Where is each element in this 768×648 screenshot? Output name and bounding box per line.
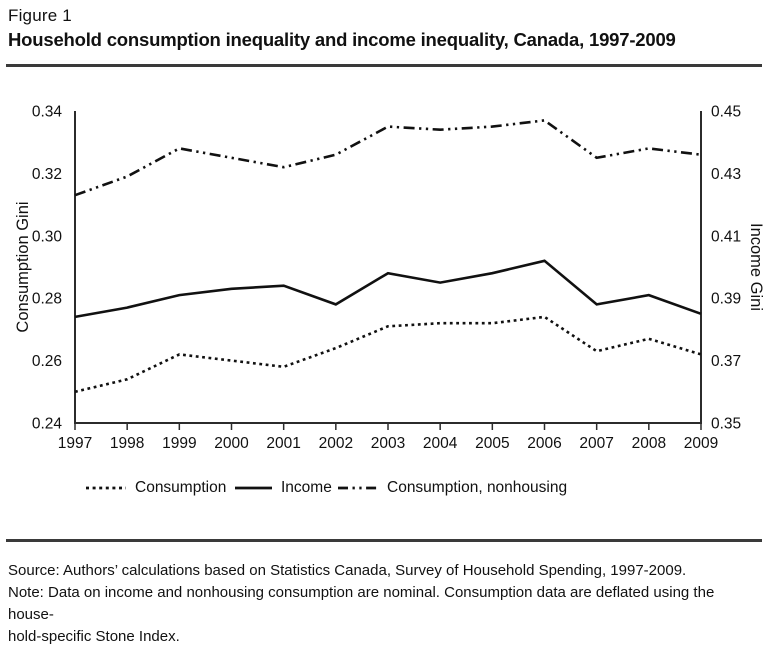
y-axis-right-tick-label: 0.35 <box>711 415 742 433</box>
figure-label: Figure 1 <box>8 6 72 25</box>
x-axis-tick-label: 2009 <box>683 435 719 452</box>
legend-label: Consumption, nonhousing <box>387 479 568 496</box>
x-axis-tick-label: 1998 <box>109 435 145 452</box>
y-axis-left-title: Consumption Gini <box>14 201 32 333</box>
line-chart <box>0 90 768 470</box>
x-axis-tick-label: 2002 <box>318 435 354 452</box>
y-axis-right-tick-label: 0.43 <box>711 165 742 183</box>
solid-line-swatch-icon <box>234 481 273 495</box>
figure-title: Household consumption inequality and income inequality, Canada, 1997-2009 <box>8 29 676 50</box>
y-axis-left-tick-label: 0.34 <box>31 103 62 121</box>
legend-item-consumption-nonhousing <box>337 478 567 498</box>
top-divider <box>6 64 762 67</box>
y-axis-left-tick-label: 0.28 <box>31 290 62 308</box>
axes-frame <box>75 111 701 423</box>
series-line-dotted <box>75 317 701 392</box>
y-axis-left-tick-label: 0.32 <box>31 165 62 183</box>
x-axis-tick-label: 2003 <box>370 435 406 452</box>
dash-dot-dot-line-swatch-icon <box>337 481 379 495</box>
y-axis-right-tick-label: 0.45 <box>711 103 742 121</box>
x-axis-tick-label: 2008 <box>631 435 667 452</box>
legend-label: Consumption <box>135 479 227 496</box>
series-line-solid <box>75 261 701 317</box>
series-line-dash-dot-dot <box>75 120 701 195</box>
legend-label: Income <box>281 479 332 496</box>
y-axis-left-tick-label: 0.24 <box>31 415 62 433</box>
legend-item-income <box>234 478 332 498</box>
y-axis-right-tick-label: 0.39 <box>711 290 742 308</box>
y-axis-right-title: Income Gini <box>747 222 765 312</box>
footer-notes <box>8 560 754 648</box>
legend-item-consumption <box>85 478 226 498</box>
x-axis-tick-label: 2005 <box>475 435 510 452</box>
dotted-line-swatch-icon <box>85 481 127 495</box>
bottom-divider <box>6 539 762 542</box>
y-axis-left-tick-label: 0.26 <box>31 353 62 371</box>
source-line: Source: Authors’ calculations based on Statistics Canada, Survey of Household Spending, 1997-2009. <box>8 562 687 579</box>
x-axis-tick-label: 2007 <box>579 435 614 452</box>
x-axis-tick-label: 2001 <box>266 435 301 452</box>
y-axis-right-tick-label: 0.41 <box>711 228 742 246</box>
chart-area <box>0 90 768 470</box>
y-axis-right-tick-label: 0.37 <box>711 353 742 371</box>
x-axis-tick-label: 2004 <box>422 435 458 452</box>
note-line-1: Note: Data on income and nonhousing consumption are nominal. Consumption data are deflated using the house- <box>8 584 715 623</box>
note-line-2: hold-specific Stone Index. <box>8 628 180 645</box>
x-axis-tick-label: 2000 <box>214 435 249 452</box>
y-axis-left-tick-label: 0.30 <box>31 228 62 246</box>
x-axis-tick-label: 2006 <box>527 435 562 452</box>
x-axis-tick-label: 1999 <box>162 435 197 452</box>
x-axis-tick-label: 1997 <box>57 435 93 452</box>
